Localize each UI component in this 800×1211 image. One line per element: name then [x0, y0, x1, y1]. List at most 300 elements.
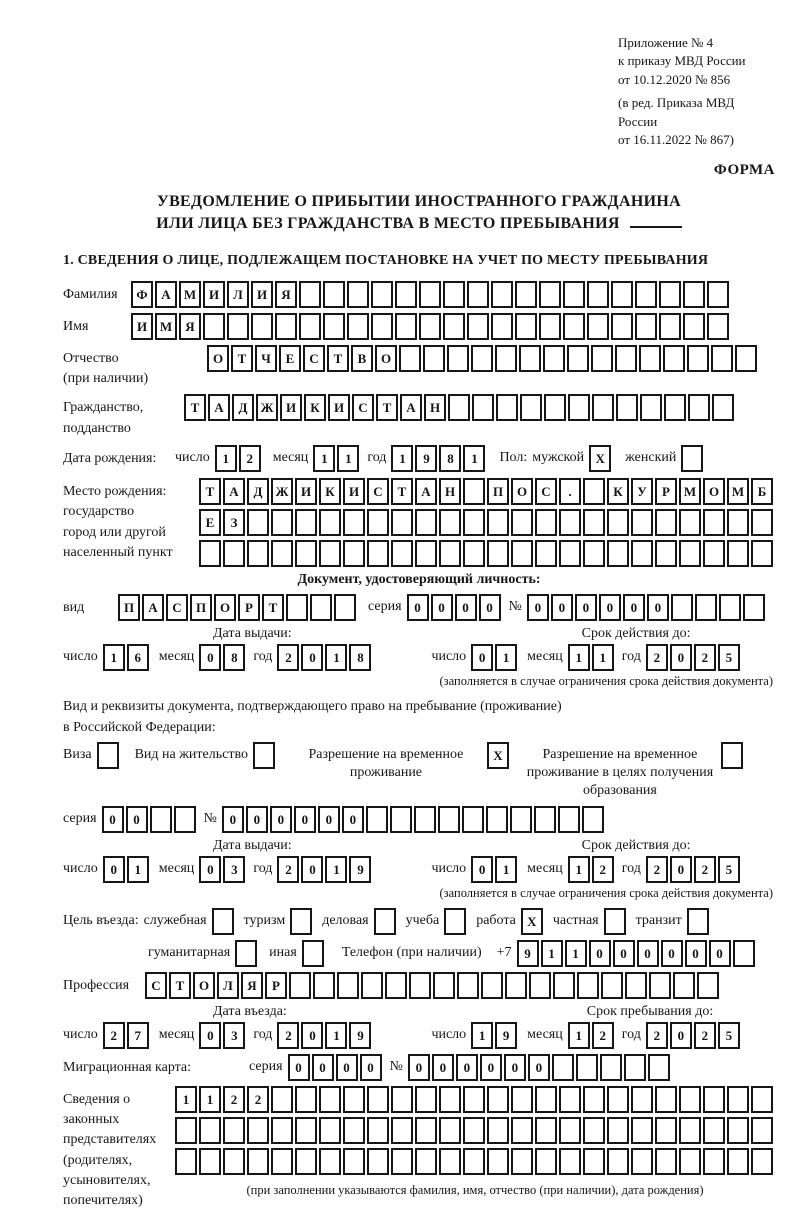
char-cell[interactable]	[751, 540, 773, 567]
char-cell[interactable]	[663, 345, 685, 372]
char-cell[interactable]: 2	[694, 856, 716, 883]
char-cell[interactable]	[520, 394, 542, 421]
char-cell[interactable]	[295, 540, 317, 567]
char-cell[interactable]	[199, 1148, 221, 1175]
char-cell[interactable]	[319, 509, 341, 536]
char-cell[interactable]	[367, 540, 389, 567]
char-cell[interactable]	[607, 1086, 629, 1113]
char-cell[interactable]	[679, 1117, 701, 1144]
char-cell[interactable]	[727, 540, 749, 567]
char-cell[interactable]	[447, 345, 469, 372]
char-cell[interactable]: 2	[592, 1022, 614, 1049]
char-cell[interactable]: 1	[471, 1022, 493, 1049]
char-cell[interactable]	[727, 1086, 749, 1113]
char-cell[interactable]: 0	[270, 806, 292, 833]
char-cell[interactable]	[319, 1117, 341, 1144]
char-cell[interactable]	[423, 345, 445, 372]
char-cell[interactable]: 0	[431, 594, 453, 621]
char-cell[interactable]	[625, 972, 647, 999]
char-cell[interactable]	[367, 1086, 389, 1113]
char-cell[interactable]	[487, 1148, 509, 1175]
char-cell[interactable]: 2	[247, 1086, 269, 1113]
char-cell[interactable]: 1	[568, 644, 590, 671]
char-cell[interactable]	[439, 509, 461, 536]
char-cell[interactable]: О	[214, 594, 236, 621]
char-cell[interactable]	[472, 394, 494, 421]
char-cell[interactable]: 0	[318, 806, 340, 833]
char-cell[interactable]	[391, 1117, 413, 1144]
char-cell[interactable]: М	[727, 478, 749, 505]
char-cell[interactable]	[703, 509, 725, 536]
char-cell[interactable]	[247, 509, 269, 536]
char-cell[interactable]	[583, 509, 605, 536]
char-cell[interactable]	[712, 394, 734, 421]
char-cell[interactable]	[199, 1117, 221, 1144]
char-cell[interactable]	[343, 1086, 365, 1113]
char-cell[interactable]: 8	[223, 644, 245, 671]
char-cell[interactable]	[735, 345, 757, 372]
char-cell[interactable]: 0	[599, 594, 621, 621]
char-cell[interactable]	[631, 1086, 653, 1113]
char-cell[interactable]: В	[351, 345, 373, 372]
char-cell[interactable]: И	[343, 478, 365, 505]
char-cell[interactable]	[223, 1117, 245, 1144]
char-cell[interactable]: 2	[646, 1022, 668, 1049]
char-cell[interactable]	[347, 313, 369, 340]
char-cell[interactable]	[640, 394, 662, 421]
char-cell[interactable]	[583, 478, 605, 505]
char-cell[interactable]: Ж	[256, 394, 278, 421]
char-cell[interactable]	[433, 972, 455, 999]
char-cell[interactable]	[568, 394, 590, 421]
char-cell[interactable]	[343, 509, 365, 536]
char-cell[interactable]: У	[631, 478, 653, 505]
char-cell[interactable]	[290, 908, 312, 935]
char-cell[interactable]: 0	[471, 856, 493, 883]
char-cell[interactable]: 0	[709, 940, 731, 967]
char-cell[interactable]: 1	[592, 644, 614, 671]
char-cell[interactable]: 0	[661, 940, 683, 967]
char-cell[interactable]: 0	[637, 940, 659, 967]
char-cell[interactable]	[655, 1086, 677, 1113]
char-cell[interactable]	[491, 313, 513, 340]
char-cell[interactable]	[707, 281, 729, 308]
char-cell[interactable]: 1	[568, 856, 590, 883]
char-cell[interactable]: 0	[102, 806, 124, 833]
char-cell[interactable]	[607, 1117, 629, 1144]
char-cell[interactable]	[535, 1117, 557, 1144]
char-cell[interactable]	[271, 1148, 293, 1175]
char-cell[interactable]: 9	[495, 1022, 517, 1049]
char-cell[interactable]	[707, 313, 729, 340]
char-cell[interactable]	[635, 313, 657, 340]
char-cell[interactable]: 5	[718, 1022, 740, 1049]
char-cell[interactable]: Ч	[255, 345, 277, 372]
char-cell[interactable]	[611, 281, 633, 308]
char-cell[interactable]: И	[328, 394, 350, 421]
char-cell[interactable]	[271, 509, 293, 536]
char-cell[interactable]: 1	[565, 940, 587, 967]
char-cell[interactable]: 0	[342, 806, 364, 833]
char-cell[interactable]: С	[303, 345, 325, 372]
char-cell[interactable]: 1	[325, 644, 347, 671]
char-cell[interactable]: Т	[184, 394, 206, 421]
char-cell[interactable]: А	[142, 594, 164, 621]
char-cell[interactable]: Я	[275, 281, 297, 308]
char-cell[interactable]	[415, 1117, 437, 1144]
char-cell[interactable]: 0	[360, 1054, 382, 1081]
char-cell[interactable]: 9	[349, 856, 371, 883]
char-cell[interactable]	[655, 1117, 677, 1144]
char-cell[interactable]: О	[207, 345, 229, 372]
char-cell[interactable]: С	[145, 972, 167, 999]
char-cell[interactable]	[721, 742, 743, 769]
char-cell[interactable]: 2	[277, 856, 299, 883]
char-cell[interactable]	[487, 509, 509, 536]
char-cell[interactable]	[419, 313, 441, 340]
char-cell[interactable]: И	[203, 281, 225, 308]
char-cell[interactable]	[223, 540, 245, 567]
char-cell[interactable]: 0	[336, 1054, 358, 1081]
char-cell[interactable]	[600, 1054, 622, 1081]
char-cell[interactable]	[679, 1148, 701, 1175]
char-cell[interactable]	[583, 1117, 605, 1144]
char-cell[interactable]	[583, 1148, 605, 1175]
char-cell[interactable]: Я	[241, 972, 263, 999]
char-cell[interactable]: 3	[223, 856, 245, 883]
char-cell[interactable]	[648, 1054, 670, 1081]
char-cell[interactable]: Е	[199, 509, 221, 536]
char-cell[interactable]	[366, 806, 388, 833]
char-cell[interactable]	[511, 509, 533, 536]
char-cell[interactable]: 0	[670, 1022, 692, 1049]
char-cell[interactable]	[175, 1117, 197, 1144]
char-cell[interactable]: 0	[246, 806, 268, 833]
char-cell[interactable]	[751, 509, 773, 536]
char-cell[interactable]: 0	[504, 1054, 526, 1081]
char-cell[interactable]	[563, 281, 585, 308]
char-cell[interactable]	[563, 313, 585, 340]
char-cell[interactable]: Т	[376, 394, 398, 421]
char-cell[interactable]: 1	[103, 644, 125, 671]
char-cell[interactable]	[212, 908, 234, 935]
char-cell[interactable]	[361, 972, 383, 999]
char-cell[interactable]: 1	[541, 940, 563, 967]
char-cell[interactable]	[374, 908, 396, 935]
char-cell[interactable]	[751, 1148, 773, 1175]
char-cell[interactable]	[543, 345, 565, 372]
char-cell[interactable]	[223, 1148, 245, 1175]
char-cell[interactable]	[703, 1148, 725, 1175]
char-cell[interactable]	[150, 806, 172, 833]
char-cell[interactable]: К	[607, 478, 629, 505]
char-cell[interactable]: 1	[215, 445, 237, 472]
char-cell[interactable]	[286, 594, 308, 621]
char-cell[interactable]: 0	[301, 856, 323, 883]
char-cell[interactable]	[463, 1117, 485, 1144]
char-cell[interactable]	[679, 540, 701, 567]
char-cell[interactable]	[319, 1086, 341, 1113]
char-cell[interactable]	[487, 1117, 509, 1144]
char-cell[interactable]: О	[375, 345, 397, 372]
char-cell[interactable]: С	[367, 478, 389, 505]
char-cell[interactable]	[299, 281, 321, 308]
char-cell[interactable]	[295, 1148, 317, 1175]
char-cell[interactable]: X	[589, 445, 611, 472]
char-cell[interactable]	[463, 1086, 485, 1113]
char-cell[interactable]	[535, 509, 557, 536]
char-cell[interactable]	[323, 281, 345, 308]
char-cell[interactable]	[323, 313, 345, 340]
char-cell[interactable]: 9	[415, 445, 437, 472]
char-cell[interactable]	[631, 540, 653, 567]
char-cell[interactable]	[558, 806, 580, 833]
char-cell[interactable]: 2	[277, 644, 299, 671]
char-cell[interactable]	[313, 972, 335, 999]
char-cell[interactable]	[743, 594, 765, 621]
char-cell[interactable]: 0	[455, 594, 477, 621]
char-cell[interactable]	[491, 281, 513, 308]
char-cell[interactable]: А	[223, 478, 245, 505]
char-cell[interactable]	[697, 972, 719, 999]
char-cell[interactable]	[671, 594, 693, 621]
char-cell[interactable]	[539, 313, 561, 340]
char-cell[interactable]	[439, 1148, 461, 1175]
char-cell[interactable]	[463, 478, 485, 505]
char-cell[interactable]	[535, 1086, 557, 1113]
char-cell[interactable]	[591, 345, 613, 372]
char-cell[interactable]: .	[559, 478, 581, 505]
char-cell[interactable]	[391, 1148, 413, 1175]
char-cell[interactable]: Т	[327, 345, 349, 372]
char-cell[interactable]: О	[703, 478, 725, 505]
char-cell[interactable]: П	[118, 594, 140, 621]
char-cell[interactable]	[607, 509, 629, 536]
char-cell[interactable]	[227, 313, 249, 340]
char-cell[interactable]: 2	[592, 856, 614, 883]
char-cell[interactable]	[576, 1054, 598, 1081]
char-cell[interactable]	[583, 1086, 605, 1113]
char-cell[interactable]: 0	[312, 1054, 334, 1081]
char-cell[interactable]: Н	[439, 478, 461, 505]
char-cell[interactable]	[559, 540, 581, 567]
char-cell[interactable]	[247, 1117, 269, 1144]
char-cell[interactable]	[319, 1148, 341, 1175]
char-cell[interactable]	[395, 281, 417, 308]
char-cell[interactable]	[391, 509, 413, 536]
char-cell[interactable]	[343, 1148, 365, 1175]
char-cell[interactable]	[683, 281, 705, 308]
char-cell[interactable]	[439, 1117, 461, 1144]
char-cell[interactable]	[534, 806, 556, 833]
char-cell[interactable]	[371, 313, 393, 340]
char-cell[interactable]	[415, 1086, 437, 1113]
char-cell[interactable]: Д	[247, 478, 269, 505]
char-cell[interactable]: 0	[575, 594, 597, 621]
char-cell[interactable]: С	[535, 478, 557, 505]
char-cell[interactable]: 0	[670, 644, 692, 671]
char-cell[interactable]: 0	[551, 594, 573, 621]
char-cell[interactable]: 2	[103, 1022, 125, 1049]
char-cell[interactable]	[334, 594, 356, 621]
char-cell[interactable]: 0	[301, 644, 323, 671]
char-cell[interactable]: 0	[527, 594, 549, 621]
char-cell[interactable]: 0	[613, 940, 635, 967]
char-cell[interactable]	[659, 281, 681, 308]
char-cell[interactable]	[467, 313, 489, 340]
char-cell[interactable]	[655, 1148, 677, 1175]
char-cell[interactable]: Б	[751, 478, 773, 505]
char-cell[interactable]	[679, 509, 701, 536]
char-cell[interactable]: К	[319, 478, 341, 505]
char-cell[interactable]	[391, 1086, 413, 1113]
char-cell[interactable]: Т	[231, 345, 253, 372]
char-cell[interactable]: 1	[495, 856, 517, 883]
char-cell[interactable]	[727, 1117, 749, 1144]
char-cell[interactable]: 9	[349, 1022, 371, 1049]
char-cell[interactable]: А	[415, 478, 437, 505]
char-cell[interactable]: Л	[217, 972, 239, 999]
char-cell[interactable]: 0	[456, 1054, 478, 1081]
char-cell[interactable]	[655, 540, 677, 567]
char-cell[interactable]: 7	[127, 1022, 149, 1049]
char-cell[interactable]: 2	[277, 1022, 299, 1049]
char-cell[interactable]: 2	[694, 1022, 716, 1049]
char-cell[interactable]	[457, 972, 479, 999]
char-cell[interactable]	[679, 1086, 701, 1113]
char-cell[interactable]	[289, 972, 311, 999]
char-cell[interactable]: 1	[325, 1022, 347, 1049]
char-cell[interactable]	[659, 313, 681, 340]
char-cell[interactable]: 0	[479, 594, 501, 621]
char-cell[interactable]	[371, 281, 393, 308]
char-cell[interactable]: Е	[279, 345, 301, 372]
char-cell[interactable]: С	[352, 394, 374, 421]
char-cell[interactable]	[395, 313, 417, 340]
char-cell[interactable]	[203, 313, 225, 340]
char-cell[interactable]	[655, 509, 677, 536]
char-cell[interactable]	[467, 281, 489, 308]
char-cell[interactable]	[439, 1086, 461, 1113]
char-cell[interactable]	[486, 806, 508, 833]
char-cell[interactable]	[409, 972, 431, 999]
char-cell[interactable]: А	[208, 394, 230, 421]
char-cell[interactable]	[347, 281, 369, 308]
char-cell[interactable]	[544, 394, 566, 421]
char-cell[interactable]	[587, 313, 609, 340]
char-cell[interactable]	[310, 594, 332, 621]
char-cell[interactable]	[511, 1117, 533, 1144]
char-cell[interactable]	[511, 540, 533, 567]
char-cell[interactable]	[631, 1117, 653, 1144]
char-cell[interactable]: Т	[262, 594, 284, 621]
char-cell[interactable]	[471, 345, 493, 372]
char-cell[interactable]	[462, 806, 484, 833]
char-cell[interactable]: А	[400, 394, 422, 421]
char-cell[interactable]	[567, 345, 589, 372]
char-cell[interactable]	[607, 1148, 629, 1175]
char-cell[interactable]	[463, 540, 485, 567]
char-cell[interactable]	[559, 1117, 581, 1144]
char-cell[interactable]	[515, 281, 537, 308]
char-cell[interactable]	[438, 806, 460, 833]
char-cell[interactable]: 0	[685, 940, 707, 967]
char-cell[interactable]: 1	[199, 1086, 221, 1113]
char-cell[interactable]: 0	[471, 644, 493, 671]
char-cell[interactable]	[727, 509, 749, 536]
char-cell[interactable]: Л	[227, 281, 249, 308]
char-cell[interactable]	[733, 940, 755, 967]
char-cell[interactable]	[343, 1117, 365, 1144]
char-cell[interactable]: 0	[199, 856, 221, 883]
char-cell[interactable]	[515, 313, 537, 340]
char-cell[interactable]	[519, 345, 541, 372]
char-cell[interactable]: К	[304, 394, 326, 421]
char-cell[interactable]	[511, 1148, 533, 1175]
char-cell[interactable]: И	[295, 478, 317, 505]
char-cell[interactable]	[577, 972, 599, 999]
char-cell[interactable]	[635, 281, 657, 308]
char-cell[interactable]: 0	[408, 1054, 430, 1081]
char-cell[interactable]	[583, 540, 605, 567]
char-cell[interactable]: 0	[301, 1022, 323, 1049]
char-cell[interactable]: Р	[265, 972, 287, 999]
char-cell[interactable]: С	[166, 594, 188, 621]
char-cell[interactable]	[251, 313, 273, 340]
char-cell[interactable]	[97, 742, 119, 769]
char-cell[interactable]	[601, 972, 623, 999]
char-cell[interactable]: 5	[718, 856, 740, 883]
char-cell[interactable]	[271, 1117, 293, 1144]
char-cell[interactable]	[559, 509, 581, 536]
char-cell[interactable]: Н	[424, 394, 446, 421]
char-cell[interactable]: 1	[337, 445, 359, 472]
char-cell[interactable]	[443, 281, 465, 308]
char-cell[interactable]: 0	[199, 1022, 221, 1049]
char-cell[interactable]	[419, 281, 441, 308]
char-cell[interactable]	[639, 345, 661, 372]
char-cell[interactable]: 0	[199, 644, 221, 671]
char-cell[interactable]: 0	[647, 594, 669, 621]
char-cell[interactable]: 0	[288, 1054, 310, 1081]
char-cell[interactable]	[703, 540, 725, 567]
char-cell[interactable]: И	[131, 313, 153, 340]
char-cell[interactable]	[487, 1086, 509, 1113]
char-cell[interactable]	[414, 806, 436, 833]
char-cell[interactable]: 1	[463, 445, 485, 472]
char-cell[interactable]	[463, 1148, 485, 1175]
char-cell[interactable]	[295, 1117, 317, 1144]
char-cell[interactable]: 1	[325, 856, 347, 883]
char-cell[interactable]: 5	[718, 644, 740, 671]
char-cell[interactable]	[727, 1148, 749, 1175]
char-cell[interactable]	[751, 1086, 773, 1113]
char-cell[interactable]	[510, 806, 532, 833]
char-cell[interactable]	[681, 445, 703, 472]
char-cell[interactable]: 0	[589, 940, 611, 967]
char-cell[interactable]: О	[193, 972, 215, 999]
char-cell[interactable]: П	[190, 594, 212, 621]
char-cell[interactable]: X	[487, 742, 509, 769]
char-cell[interactable]: 2	[646, 644, 668, 671]
char-cell[interactable]	[688, 394, 710, 421]
char-cell[interactable]: Д	[232, 394, 254, 421]
char-cell[interactable]: 8	[349, 644, 371, 671]
char-cell[interactable]	[367, 1148, 389, 1175]
char-cell[interactable]	[607, 540, 629, 567]
char-cell[interactable]	[367, 509, 389, 536]
char-cell[interactable]: 0	[528, 1054, 550, 1081]
